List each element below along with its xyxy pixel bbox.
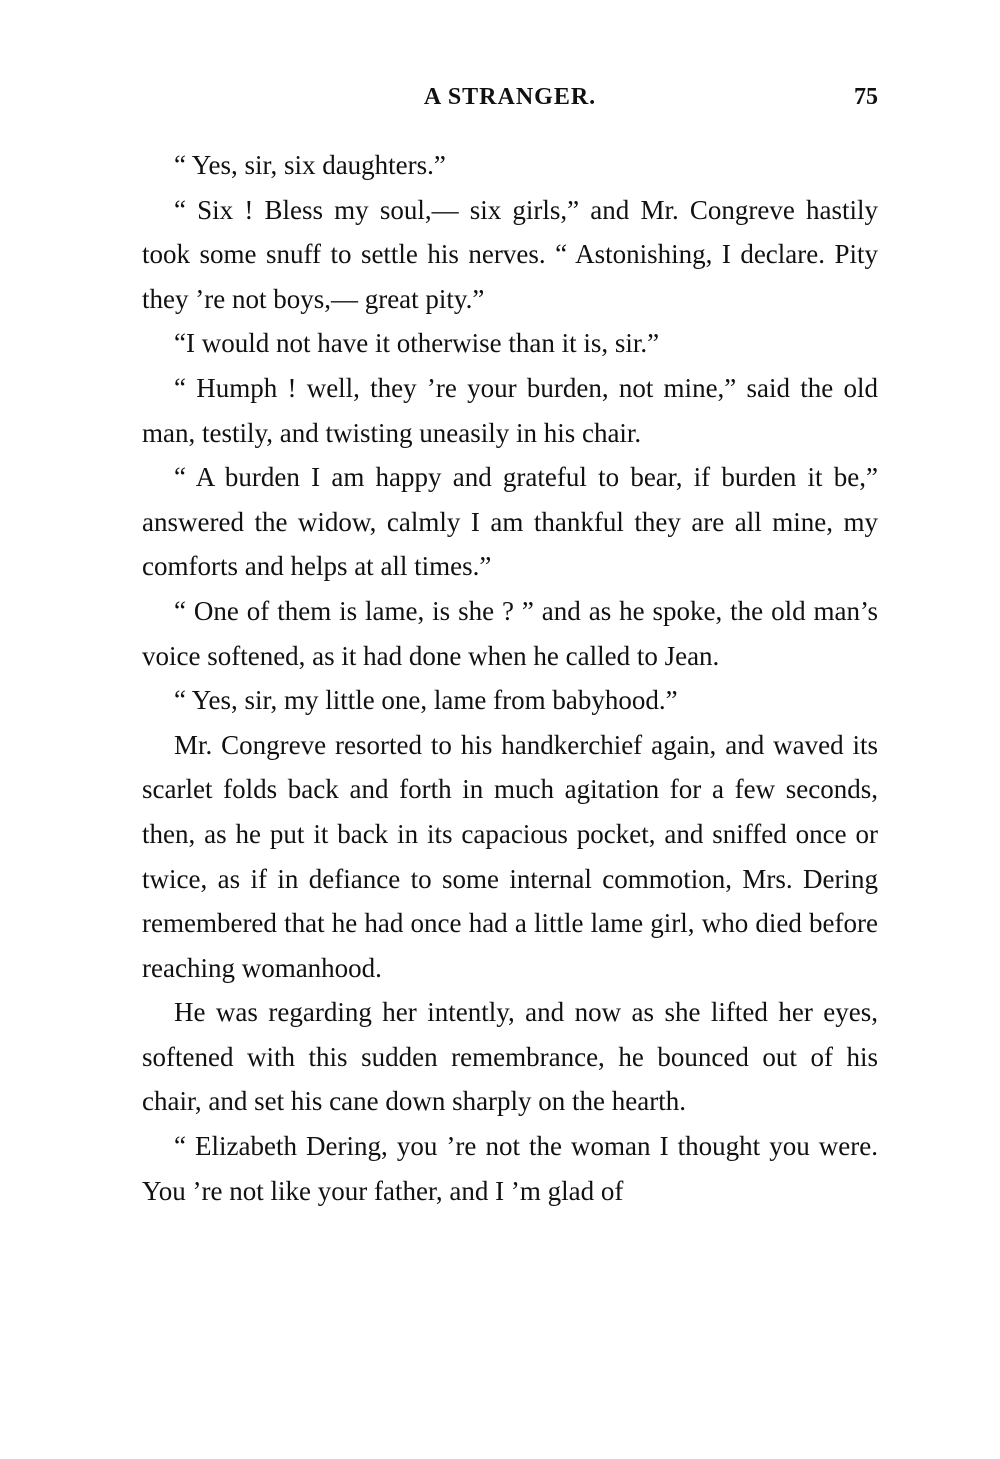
paragraph: “ Six ! Bless my soul,— six girls,” and Mr. Congreve hastily took some snuff to settle his nerves. “ Astonishing, I declare. Pity they ’re not boys,— great pity.” — [142, 194, 878, 314]
paragraph: “ Yes, sir, my little one, lame from babyhood.” — [174, 685, 678, 716]
paragraph: “ Humph ! well, they ’re your burden, not mine,” said the old man, testily, and twisting uneasily in his chair. — [142, 372, 878, 448]
paragraph: “ One of them is lame, is she ? ” and as he spoke, the old man’s voice softened, as it had done when he called to Jean. — [142, 595, 878, 671]
paragraph: Mr. Congreve resorted to his handkerchief again, and waved its scarlet folds back and forth in much agitation for a few seconds, then, as he put it back in its capacious pocket, and sniffed once or twice, as if in defiance to some internal commotion, Mrs. Dering remembered that he had once had a little lame girl, who died before reaching womanhood. — [142, 729, 878, 983]
running-title: A STRANGER. — [423, 84, 597, 110]
page-number: 75 — [854, 84, 878, 110]
paragraph: He was regarding her intently, and now as she lifted her eyes, softened with this sudden remembrance, he bounced out of his chair, and set his cane down sharply on the hearth. — [142, 997, 878, 1117]
paragraph: “ Elizabeth Dering, you ’re not the woman I thought you were. You ’re not like your father, and I ’m glad of — [142, 1131, 878, 1206]
body-text — [142, 143, 878, 1213]
paragraph: “I would not have it otherwise than it is, sir.” — [174, 328, 660, 359]
paragraph: “ A burden I am happy and grateful to bear, if burden it be,” answered the widow, calmly I am thankful they are all mine, my comforts and helps at all times.” — [142, 462, 878, 582]
paragraph: “ Yes, sir, six daughters.” — [174, 150, 446, 180]
page-header — [142, 84, 878, 120]
